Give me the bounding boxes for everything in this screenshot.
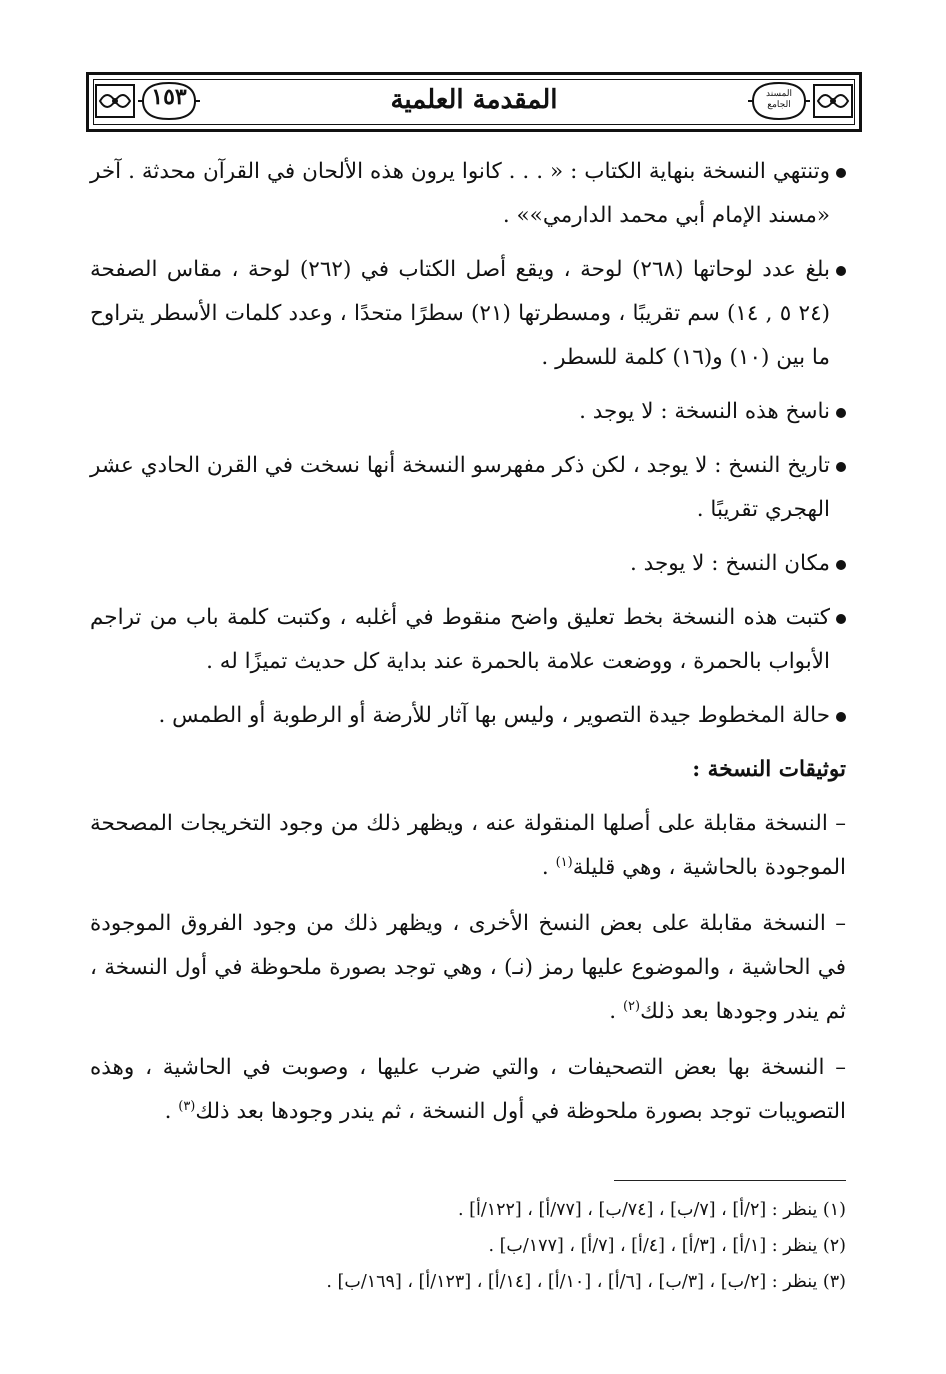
- footnote: (٣) ينظر : [٢/ب] ، [٣/ب] ، [٦/أ] ، [١٠/أ] ، [١٤/أ] ، [١٢٣/أ] ، [١٦٩/ب] .: [326, 1272, 846, 1292]
- footnote-ref[interactable]: (٢): [622, 998, 641, 1014]
- list-item-text: بلغ عدد لوحاتها (٢٦٨) لوحة ، ويقع أصل الكتاب في (٢٦٢) لوحة ، مقاس الصفحة (٢٤ ٥ , ١٤) سم تقريبًا ، ومسطرتها (٢١) سطرًا متحدًا ، وعدد كلمات الأسطر يتراوح ما بين (١٠) و(١٦) كلمة للسطر .: [90, 257, 831, 370]
- paragraph: [90, 802, 846, 890]
- footnote-ref[interactable]: (١): [555, 854, 573, 870]
- bullet-icon: [836, 712, 846, 722]
- page-number: ١٥٣: [151, 84, 187, 110]
- main-content: [90, 150, 846, 1146]
- paragraph: [90, 902, 846, 1034]
- list-item-text: حالة المخطوط جيدة التصوير ، وليس بها آثار للأرضة أو الرطوبة أو الطمس .: [158, 703, 830, 728]
- footnote-divider: [614, 1180, 846, 1181]
- logo-line-2: الجامع: [767, 100, 791, 110]
- footnotes: [90, 1192, 846, 1300]
- list-item: [90, 444, 846, 532]
- bullet-icon: [836, 560, 846, 570]
- bullet-icon: [836, 462, 846, 472]
- paragraph-end: .: [541, 855, 556, 880]
- paragraph-text: – النسخة مقابلة على أصلها المنقولة عنه ، ويظهر ذلك من وجود التخريجات المصححة الموجودة بالحاشية ، وهي قليلة: [90, 811, 846, 880]
- bullet-icon: [836, 614, 846, 624]
- list-item-text: تاريخ النسخ : لا يوجد ، لكن ذكر مفهرسو النسخة أنها نسخت في القرن الحادي عشر الهجري تقريبًا .: [90, 453, 830, 522]
- list-item: [90, 596, 846, 684]
- footnote-ref[interactable]: (٣): [178, 1098, 196, 1114]
- paragraph: [90, 1046, 846, 1134]
- footnote: (٢) ينظر : [١/أ] ، [٣/أ] ، [٤/أ] ، [٧/أ] ، [١٧٧/ب] .: [488, 1236, 846, 1256]
- list-item: [90, 150, 846, 238]
- list-item: [90, 542, 846, 586]
- list-item: [90, 390, 846, 434]
- book-logo: [749, 89, 809, 111]
- paragraph-text: – النسخة بها بعض التصحيفات ، والتي ضرب عليها ، وصوبت في الحاشية ، وهذه التصويبات توجد بصورة ملحوظة في أول النسخة ، ثم يندر وجودها بعد ذلك: [90, 1055, 846, 1124]
- page-header: [86, 72, 862, 132]
- section-heading: توثيقات النسخة :: [692, 757, 846, 782]
- bullet-icon: [836, 408, 846, 418]
- paragraph-end: .: [609, 999, 623, 1024]
- list-item: [90, 248, 846, 380]
- bullet-icon: [836, 266, 846, 276]
- paragraph-end: .: [164, 1099, 179, 1124]
- list-item: [90, 694, 846, 738]
- list-item-text: كتبت هذه النسخة بخط تعليق واضح منقوط في أغلبه ، وكتبت كلمة باب من تراجم الأبواب بالحمرة ، ووضعت علامة بالحمرة عند بداية كل حديث تميزًا له .: [90, 605, 830, 674]
- running-title: المقدمة العلمية: [390, 85, 558, 115]
- list-item-text: مكان النسخ : لا يوجد .: [630, 551, 830, 576]
- list-item-text: ناسخ هذه النسخة : لا يوجد .: [579, 399, 830, 424]
- footnote: (١) ينظر : [٢/أ] ، [٧/ب] ، [٧٤/ب] ، [٧٧/أ] ، [١٢٢/أ] .: [458, 1200, 846, 1220]
- logo-line-1: المسند: [766, 89, 792, 99]
- list-item-text: وتنتهي النسخة بنهاية الكتاب : « . . . كانوا يرون هذه الألحان في القرآن محدثة . آخر «مسند الإمام أبي محمد الدارمي»» .: [90, 159, 830, 228]
- bullet-icon: [836, 168, 846, 178]
- paragraph-text: – النسخة مقابلة على بعض النسخ الأخرى ، ويظهر ذلك من وجود الفروق الموجودة في الحاشية ، والموضوع عليها رمز (نـ) ، وهي توجد بصورة ملحوظة في أول النسخة ، ثم يندر وجودها بعد ذلك: [90, 911, 846, 1024]
